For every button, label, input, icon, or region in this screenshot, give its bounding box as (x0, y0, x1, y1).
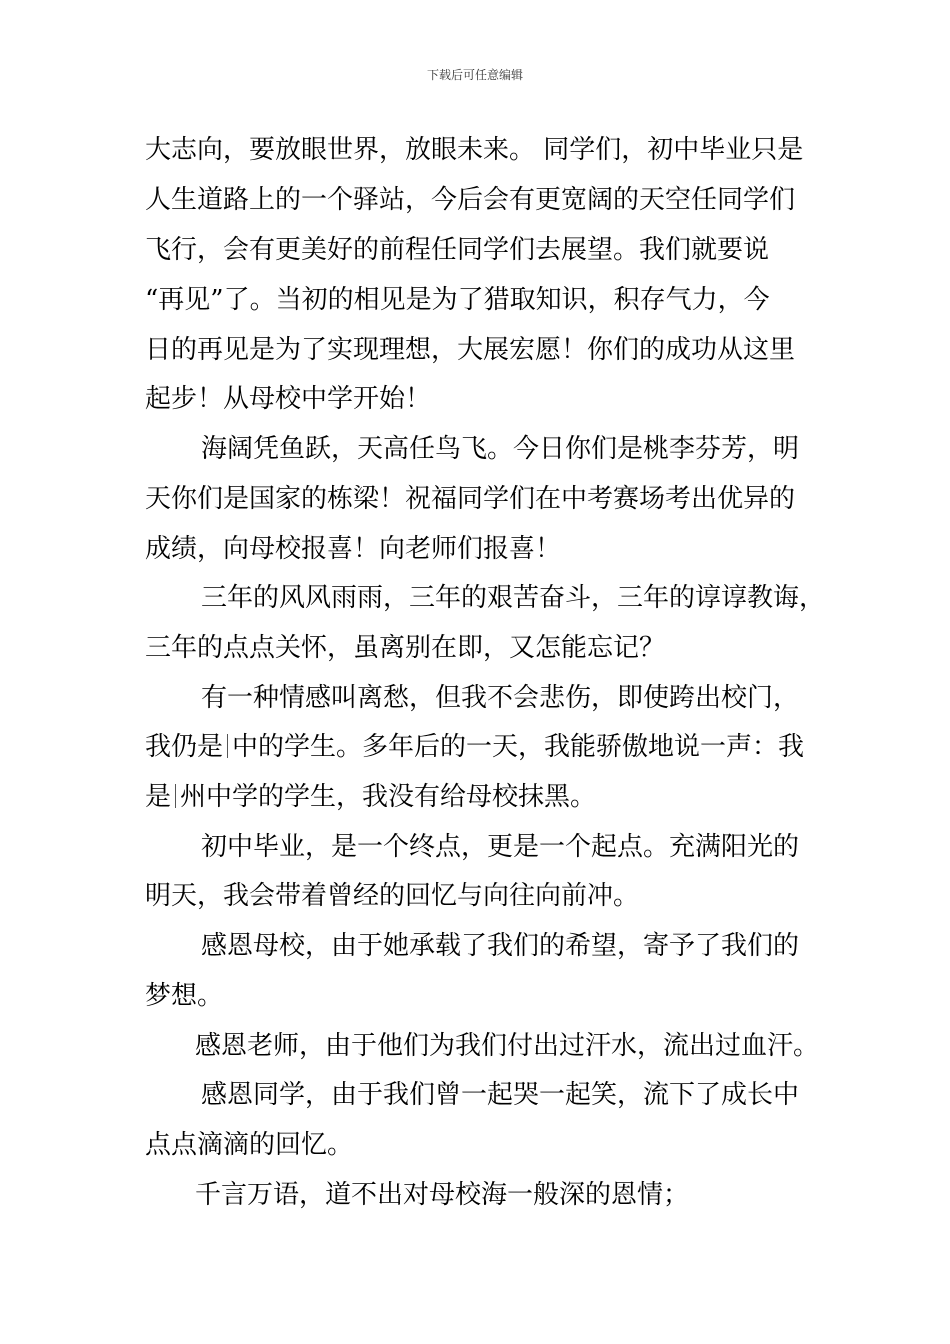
text-line: 感恩老师，由于他们为我们付出过汗水，流出过血汗。 (195, 1031, 820, 1061)
redaction-mark (227, 734, 228, 758)
text-line: 大志向，要放眼世界，放眼未来。 同学们，初中毕业只是 (145, 135, 804, 165)
text-line: 点点滴滴的回忆。 (145, 1130, 354, 1160)
text-line: 三年的点点关怀，虽离别在即，又怎能忘记？ (145, 633, 666, 663)
text-line (145, 782, 596, 812)
text-line: 明天，我会带着曾经的回忆与向往向前冲。 (145, 881, 640, 911)
page-header: 下载后可任意编辑 (426, 68, 523, 82)
text-line: 成绩，向母校报喜！向老师们报喜！ (145, 534, 562, 564)
text-line: 飞行，会有更美好的前程任同学们去展望。我们就要说 (145, 235, 770, 265)
text-line: 起步！从母校中学开始！ (145, 384, 432, 414)
text-line: 人生道路上的一个驿站，今后会有更宽阔的天空任同学们 (145, 185, 796, 215)
text-segment: 州中学的学生，我没有给母校抹黑。 (180, 782, 597, 812)
text-line: 感恩母校，由于她承载了我们的希望，寄予了我们的 (201, 931, 800, 961)
text-segment: 中的学生。多年后的一天，我能骄傲地说一声：我 (232, 732, 805, 762)
text-line: 三年的风风雨雨，三年的艰苦奋斗，三年的谆谆教诲， (201, 583, 826, 613)
text-segment: 我仍是 (145, 732, 224, 762)
text-line: 初中毕业，是一个终点，更是一个起点。充满阳光的 (201, 832, 800, 862)
text-line: 梦想。 (145, 981, 224, 1011)
text-segment: 是 (145, 782, 172, 812)
text-line: 海阔凭鱼跃，天高任鸟飞。今日你们是桃李芬芳，明 (201, 434, 800, 464)
text-line: “再见”了。当初的相见是为了猎取知识，积存气力，今 (145, 285, 770, 315)
text-line: 天你们是国家的栋梁！祝福同学们在中考赛场考出优异的 (145, 484, 796, 514)
text-line: 有一种情感叫离愁，但我不会悲伤，即使跨出校门， (201, 683, 800, 713)
redaction-mark (175, 784, 176, 808)
text-line: 日的再见是为了实现理想，大展宏愿！你们的成功从这里 (145, 335, 796, 365)
text-line: 千言万语，道不出对母校海一般深的恩情； (195, 1180, 690, 1210)
text-line: 感恩同学，由于我们曾一起哭一起笑，流下了成长中 (201, 1080, 800, 1110)
text-line (145, 732, 804, 762)
